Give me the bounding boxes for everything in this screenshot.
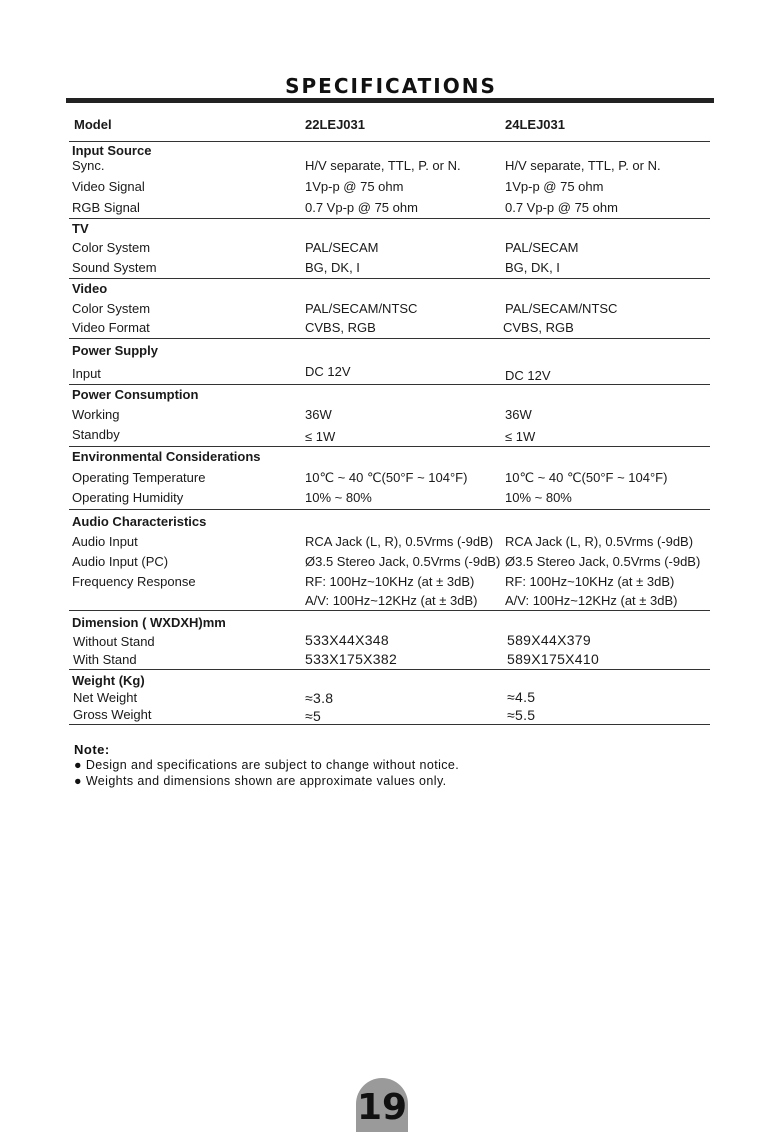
row-value-b: 1Vp-p @ 75 ohm: [505, 179, 604, 194]
row-value-a: 1Vp-p @ 75 ohm: [305, 179, 404, 194]
row-value-b: Ø3.5 Stereo Jack, 0.5Vrms (-9dB): [505, 554, 701, 569]
row-value-a: 533X44X348: [305, 632, 389, 648]
divider: [69, 218, 710, 219]
row-label: Net Weight: [73, 690, 138, 705]
row-value-a: PAL/SECAM/NTSC: [305, 301, 418, 316]
row-label: Without Stand: [73, 634, 155, 649]
note-title: Note:: [74, 742, 110, 757]
row-label: Working: [72, 407, 120, 422]
row-value-a: BG, DK, I: [305, 260, 360, 275]
model-header-label: Model: [74, 117, 112, 132]
row-value-a: Ø3.5 Stereo Jack, 0.5Vrms (-9dB): [305, 554, 501, 569]
section-title-power-consumption: Power Consumption: [72, 387, 199, 402]
row-label: Operating Temperature: [72, 470, 206, 485]
section-title-environmental: Environmental Considerations: [72, 449, 261, 464]
row-value-b: 589X44X379: [507, 632, 591, 648]
row-label: RGB Signal: [72, 200, 140, 215]
row-label: Video Format: [72, 320, 150, 335]
row-value-b: RF: 100Hz~10KHz (at ± 3dB): [505, 574, 675, 589]
row-value-a: RF: 100Hz~10KHz (at ± 3dB): [305, 574, 475, 589]
section-title-video: Video: [72, 281, 108, 296]
divider: [69, 278, 710, 279]
divider: [69, 384, 710, 385]
row-label: Frequency Response: [72, 574, 196, 589]
row-value-b: H/V separate, TTL, P. or N.: [505, 158, 661, 173]
page-number: 19: [356, 1078, 408, 1132]
row-value-b: 10% ~ 80%: [505, 490, 572, 505]
row-value-b: 0.7 Vp-p @ 75 ohm: [505, 200, 618, 215]
row-value-a: 10℃ ~ 40 ℃(50°F ~ 104°F): [305, 470, 468, 485]
row-label: Color System: [72, 301, 151, 316]
row-value-a: 533X175X382: [305, 651, 398, 667]
row-value-b: CVBS, RGB: [503, 320, 574, 335]
row-label: Gross Weight: [73, 707, 152, 722]
title-rule: [66, 98, 714, 103]
row-value-a: RCA Jack (L, R), 0.5Vrms (-9dB): [305, 534, 494, 549]
row-label: Sync.: [72, 158, 105, 173]
section-title-weight: Weight (Kg): [72, 673, 145, 688]
row-value-b: 36W: [505, 407, 532, 422]
row-value-a: PAL/SECAM: [305, 240, 379, 255]
divider: [69, 724, 710, 725]
row-value-b: 10℃ ~ 40 ℃(50°F ~ 104°F): [505, 470, 668, 485]
row-value-a: 0.7 Vp-p @ 75 ohm: [305, 200, 418, 215]
row-value-b: DC 12V: [505, 368, 551, 383]
page-title: SPECIFICATIONS: [285, 74, 497, 98]
row-value-b: PAL/SECAM/NTSC: [505, 301, 618, 316]
row-value-a: ≈5: [305, 708, 322, 724]
divider: [69, 141, 710, 142]
row-label: Input: [72, 366, 101, 381]
model-b-header: 24LEJ031: [505, 117, 565, 132]
row-value-b: PAL/SECAM: [505, 240, 579, 255]
section-title-input-source: Input Source: [72, 143, 152, 158]
section-title-power-supply: Power Supply: [72, 343, 158, 358]
row-label: Standby: [72, 427, 120, 442]
row-value-b: ≈4.5: [507, 689, 536, 705]
divider: [69, 669, 710, 670]
note-item: ● Design and specifications are subject to change without notice.: [74, 758, 460, 772]
row-value-b: 589X175X410: [507, 651, 600, 667]
row-value-a: ≈3.8: [305, 690, 334, 706]
row-value-a: DC 12V: [305, 364, 351, 379]
divider: [69, 338, 710, 339]
row-label: Color System: [72, 240, 151, 255]
row-value-a: 36W: [305, 407, 332, 422]
row-value-a: CVBS, RGB: [305, 320, 376, 335]
row-label: With Stand: [73, 652, 137, 667]
divider: [69, 509, 710, 510]
divider: [69, 610, 710, 611]
section-title-tv: TV: [72, 221, 89, 236]
row-value-b: ≤ 1W: [505, 429, 536, 444]
divider: [69, 446, 710, 447]
row-label: Operating Humidity: [72, 490, 184, 505]
row-value-a: A/V: 100Hz~12KHz (at ± 3dB): [305, 593, 478, 608]
row-label: Video Signal: [72, 179, 145, 194]
row-value-b: A/V: 100Hz~12KHz (at ± 3dB): [505, 593, 678, 608]
section-title-audio: Audio Characteristics: [72, 514, 207, 529]
section-title-dimension: Dimension ( WXDXH)mm: [72, 615, 226, 630]
note-item: ● Weights and dimensions shown are approximate values only.: [74, 774, 447, 788]
row-value-a: 10% ~ 80%: [305, 490, 372, 505]
row-label: Sound System: [72, 260, 157, 275]
row-value-b: RCA Jack (L, R), 0.5Vrms (-9dB): [505, 534, 694, 549]
row-value-b: BG, DK, I: [505, 260, 560, 275]
row-value-a: H/V separate, TTL, P. or N.: [305, 158, 461, 173]
row-value-b: ≈5.5: [507, 707, 536, 723]
row-value-a: ≤ 1W: [305, 429, 336, 444]
model-a-header: 22LEJ031: [305, 117, 365, 132]
row-label: Audio Input: [72, 534, 138, 549]
row-label: Audio Input (PC): [72, 554, 169, 569]
